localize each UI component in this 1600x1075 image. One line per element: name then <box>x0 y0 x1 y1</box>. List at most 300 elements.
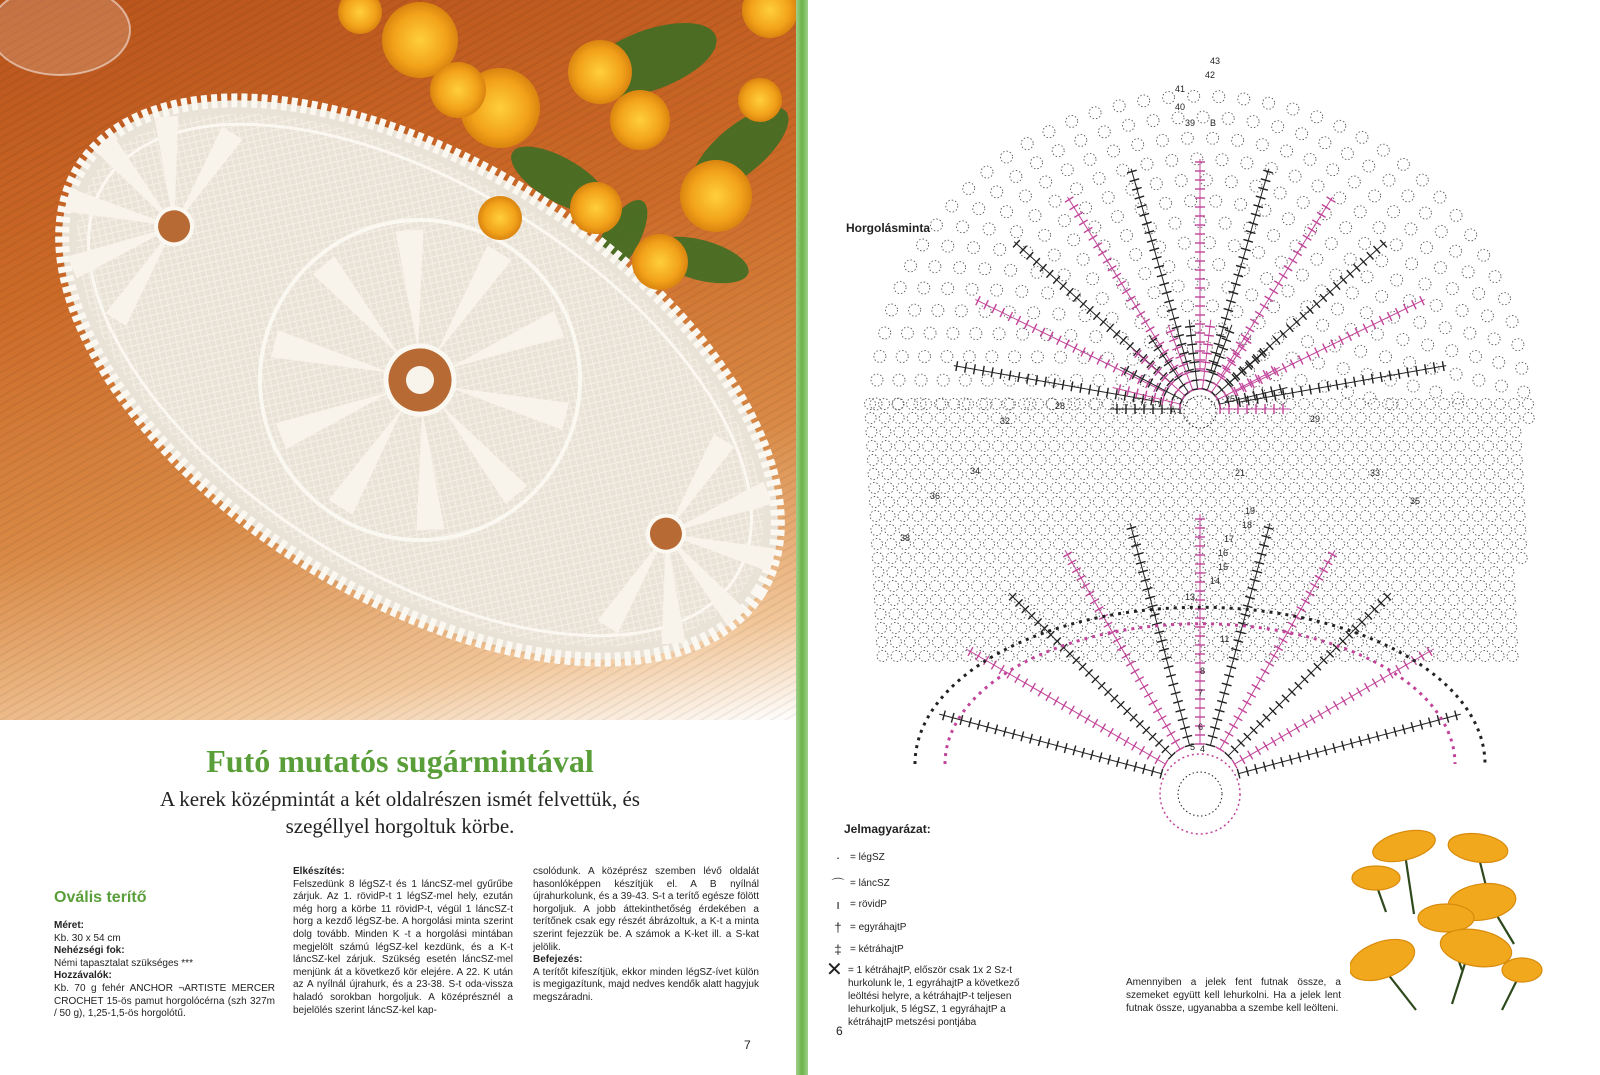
chain-loop <box>1399 455 1410 466</box>
chain-loop <box>974 623 985 634</box>
chain-loop <box>1215 413 1226 424</box>
chain-loop <box>1482 427 1493 438</box>
chain-loop <box>941 525 952 536</box>
chain-loop <box>918 282 930 294</box>
chain-loop <box>1506 623 1517 634</box>
row-number: 14 <box>1210 576 1221 586</box>
chain-loop <box>1203 237 1215 249</box>
chain-loop <box>1403 525 1414 536</box>
chain-loop <box>1317 319 1329 331</box>
chain-loop <box>1295 374 1307 386</box>
chain-loop <box>1023 497 1034 508</box>
chain-loop <box>1098 595 1109 606</box>
chain-loop <box>992 427 1003 438</box>
chain-loop <box>1469 441 1480 452</box>
chain-loop <box>1339 651 1350 662</box>
chain-loop <box>1089 107 1101 119</box>
chain-loop <box>935 413 946 424</box>
chain-loop <box>1096 293 1108 305</box>
chain-loop <box>888 595 899 606</box>
chain-loop <box>911 483 922 494</box>
chain-loop <box>1274 469 1285 480</box>
chain-loop <box>1369 413 1380 424</box>
chain-loop <box>993 441 1004 452</box>
chain-loop <box>1112 581 1123 592</box>
chain-loop <box>943 567 954 578</box>
chain-loop <box>932 305 944 317</box>
instructions-column-2 <box>533 866 759 1005</box>
chain-loop <box>1096 539 1107 550</box>
chain-loop <box>1327 413 1338 424</box>
chain-loop <box>1166 154 1178 166</box>
chain-loop <box>1082 539 1093 550</box>
chain-loop <box>1448 581 1459 592</box>
chain-loop <box>896 351 908 363</box>
chain-loop <box>1311 651 1322 662</box>
chain-loop <box>1272 427 1283 438</box>
chain-loop <box>1236 539 1247 550</box>
chain-loop <box>957 221 969 233</box>
chain-loop <box>1163 483 1174 494</box>
chain-loop <box>1393 609 1404 620</box>
chain-loop <box>1206 511 1217 522</box>
chain-loop <box>1464 623 1475 634</box>
size-label: Méret: <box>54 920 85 931</box>
chain-loop <box>966 283 978 295</box>
stitch-column <box>939 714 1161 774</box>
chain-loop <box>1057 609 1068 620</box>
chain-loop <box>1192 511 1203 522</box>
chain-loop <box>1408 637 1419 648</box>
chain-loop <box>951 455 962 466</box>
chain-loop <box>1108 145 1120 157</box>
chain-loop <box>1009 483 1020 494</box>
chain-loop <box>1027 567 1038 578</box>
chain-loop <box>1026 539 1037 550</box>
row-number: 11 <box>1220 634 1230 644</box>
chain-loop <box>1319 525 1330 536</box>
chain-loop <box>1002 623 1013 634</box>
chain-loop <box>1039 525 1050 536</box>
chain-loop <box>1292 539 1303 550</box>
chain-loop <box>1213 91 1225 103</box>
chain-loop <box>1028 581 1039 592</box>
chain-loop <box>984 539 995 550</box>
chain-loop <box>1344 469 1355 480</box>
chain-loop <box>1478 623 1489 634</box>
chain-loop <box>1310 623 1321 634</box>
chain-loop <box>1106 312 1118 324</box>
chain-loop <box>1441 441 1452 452</box>
chain-loop <box>1261 497 1272 508</box>
chain-loop <box>1341 399 1352 410</box>
chain-loop <box>895 441 906 452</box>
chain-loop <box>1224 581 1235 592</box>
chain-loop <box>1066 511 1077 522</box>
chain-loop <box>887 567 898 578</box>
chain-loop <box>1084 153 1096 165</box>
chain-loop <box>1492 637 1503 648</box>
chain-loop <box>870 511 881 522</box>
chain-loop <box>1163 92 1175 104</box>
chain-loop <box>1028 307 1040 319</box>
chain-loop <box>1179 525 1190 536</box>
chain-loop <box>1470 351 1482 363</box>
chain-loop <box>988 623 999 634</box>
chain-loop <box>1282 213 1294 225</box>
chain-loop <box>1463 609 1474 620</box>
chain-loop <box>1420 595 1431 606</box>
chain-loop <box>1205 497 1216 508</box>
chain-loop <box>1029 210 1041 222</box>
chain-loop <box>916 595 927 606</box>
chain-loop <box>955 305 967 317</box>
chain-loop <box>1341 413 1352 424</box>
chain-loop <box>929 567 940 578</box>
chain-loop <box>1098 126 1110 138</box>
chain-loop <box>1052 145 1064 157</box>
chain-loop <box>1349 567 1360 578</box>
chain-loop <box>1378 581 1389 592</box>
chain-loop <box>1328 427 1339 438</box>
chain-loop <box>1133 441 1144 452</box>
chain-loop <box>1049 195 1061 207</box>
chain-loop <box>1007 455 1018 466</box>
chain-loop <box>960 637 971 648</box>
chain-loop <box>1280 581 1291 592</box>
chain-loop <box>1028 595 1039 606</box>
chain-loop <box>1514 511 1525 522</box>
chain-loop <box>1271 413 1282 424</box>
chain-loop <box>1219 217 1231 229</box>
chain-loop <box>1247 483 1258 494</box>
chain-loop <box>1185 195 1197 207</box>
chain-loop <box>1481 399 1492 410</box>
chain-loop <box>1133 455 1144 466</box>
chain-loop <box>903 609 914 620</box>
chain-loop <box>1078 469 1089 480</box>
legend-item-slip <box>828 874 890 893</box>
chain-loop <box>1159 413 1170 424</box>
chain-loop <box>1232 134 1244 146</box>
chain-loop <box>1189 455 1200 466</box>
chain-loop <box>1434 262 1446 274</box>
chain-loop <box>914 553 925 564</box>
chain-loop <box>1055 351 1067 363</box>
chain-loop <box>1169 217 1181 229</box>
chain-loop <box>1405 567 1416 578</box>
chain-loop <box>1450 623 1461 634</box>
chain-loop <box>1376 255 1388 267</box>
chain-loop <box>1462 595 1473 606</box>
chain-loop <box>1122 119 1134 131</box>
chain-loop <box>1094 511 1105 522</box>
chain-loop <box>1429 497 1440 508</box>
row-number: 28 <box>1055 401 1066 411</box>
chain-loop <box>1166 553 1177 564</box>
row-number: 39 <box>1185 118 1196 128</box>
chain-loop <box>1259 441 1270 452</box>
chain-loop <box>1506 316 1518 328</box>
chain-loop <box>1053 308 1065 320</box>
chain-loop <box>1154 241 1166 253</box>
chain-loop <box>1063 455 1074 466</box>
chain-loop <box>1275 483 1286 494</box>
row-number: 21 <box>1235 468 1246 478</box>
chain-loop <box>946 200 958 212</box>
chain-loop <box>1452 392 1464 404</box>
chain-loop <box>946 623 957 634</box>
chain-loop <box>1167 567 1178 578</box>
chain-loop <box>1359 483 1370 494</box>
chain-loop <box>1491 609 1502 620</box>
chain-loop <box>1497 455 1508 466</box>
chain-loop <box>1503 567 1514 578</box>
chain-loop <box>1505 609 1516 620</box>
chain-loop <box>1213 651 1224 662</box>
stitch-column <box>1239 714 1461 774</box>
chain-loop <box>1124 553 1135 564</box>
chain-loop <box>1441 455 1452 466</box>
legend-text: = légSZ <box>850 852 885 863</box>
chain-loop <box>1394 637 1405 648</box>
chain-loop <box>1152 553 1163 564</box>
chain-loop <box>1434 595 1445 606</box>
chain-loop <box>1362 539 1373 550</box>
chain-loop <box>1377 567 1388 578</box>
chain-loop <box>1350 581 1361 592</box>
chain-loop <box>1090 427 1101 438</box>
stitch-column <box>1228 593 1391 756</box>
chain-loop <box>1086 637 1097 648</box>
chain-loop <box>1087 273 1099 285</box>
chain-loop <box>1443 497 1454 508</box>
chain-loop <box>1490 581 1501 592</box>
chain-loop <box>1245 441 1256 452</box>
chain-loop <box>1058 623 1069 634</box>
chain-loop <box>1299 413 1310 424</box>
chain-loop <box>1065 483 1076 494</box>
chain-loop <box>954 511 965 522</box>
chain-loop <box>868 469 879 480</box>
chain-loop <box>991 186 1003 198</box>
chain-loop <box>1404 539 1415 550</box>
chain-loop <box>1476 595 1487 606</box>
chain-loop <box>998 539 1009 550</box>
chain-loop <box>941 351 953 363</box>
chain-loop <box>1348 176 1360 188</box>
chain-loop <box>1098 240 1110 252</box>
chain-loop <box>1457 483 1468 494</box>
chain-loop <box>1250 539 1261 550</box>
chain-loop <box>947 651 958 662</box>
chain-loop <box>914 539 925 550</box>
chain-loop <box>1444 511 1455 522</box>
chain-loop <box>1404 357 1416 369</box>
chain-loop <box>1017 328 1029 340</box>
chain-loop <box>867 455 878 466</box>
chain-loop <box>1358 469 1369 480</box>
chain-loop <box>1068 539 1079 550</box>
chain-loop <box>873 567 884 578</box>
chain-loop <box>874 350 886 362</box>
chain-loop <box>1456 469 1467 480</box>
chain-loop <box>1342 386 1354 398</box>
chain-loop <box>1026 553 1037 564</box>
chain-loop <box>988 637 999 648</box>
center-ring <box>1184 396 1216 428</box>
chain-loop <box>1296 269 1308 281</box>
chain-loop <box>1100 637 1111 648</box>
chain-loop <box>1150 511 1161 522</box>
chain-loop <box>871 374 883 386</box>
chain-loop <box>933 651 944 662</box>
chain-loop <box>1054 539 1065 550</box>
chain-loop <box>1425 413 1436 424</box>
chain-loop <box>874 595 885 606</box>
chain-loop <box>1337 609 1348 620</box>
chain-loop <box>902 581 913 592</box>
chain-loop <box>1092 469 1103 480</box>
chain-loop <box>1254 637 1265 648</box>
chain-loop <box>1359 237 1371 249</box>
chain-loop <box>886 304 898 316</box>
chain-loop <box>1317 483 1328 494</box>
chain-loop <box>1442 469 1453 480</box>
chain-loop <box>1039 229 1051 241</box>
chain-loop <box>1147 441 1158 452</box>
chain-loop <box>918 637 929 648</box>
page-number-left: 7 <box>744 1038 751 1052</box>
chain-loop <box>936 398 948 410</box>
chain-loop <box>1077 455 1088 466</box>
chain-loop <box>1476 581 1487 592</box>
chain-loop <box>1426 427 1437 438</box>
prep-text-continued: csolódunk. A középrész szemben lévő oldalát hasonlóképpen készítjük el. A B nyílnál újrahurkolunk, és a 39-43. S-t a terítő egésze fölött horgoljuk. A jobb áttekinthetőség érdekében a terítőnek csak egy részét ábrázoltuk, a K-t a minta szerint fejezzük be. A számok a K-ket ill. a S-kat jelölik. <box>533 866 759 953</box>
chain-loop <box>1111 567 1122 578</box>
chain-loop <box>1389 525 1400 536</box>
chain-loop <box>1486 511 1497 522</box>
chain-loop <box>972 581 983 592</box>
chain-loop <box>1419 567 1430 578</box>
chain-loop <box>1397 158 1409 170</box>
chain-loop <box>1105 441 1116 452</box>
chain-loop <box>1124 539 1135 550</box>
chain-loop <box>1009 497 1020 508</box>
chain-loop <box>879 413 890 424</box>
legend-note <box>826 959 1048 1029</box>
chain-loop <box>1077 253 1089 265</box>
chain-loop <box>1450 245 1462 257</box>
chain-loop <box>1272 121 1284 133</box>
chain-loop <box>1172 280 1184 292</box>
chain-loop <box>1256 139 1268 151</box>
chain-loop <box>1235 198 1247 210</box>
chain-loop <box>967 497 978 508</box>
chain-loop <box>1496 427 1507 438</box>
chain-loop <box>1105 455 1116 466</box>
chain-loop <box>1303 497 1314 508</box>
chain-loop <box>1430 299 1442 311</box>
chain-loop <box>1091 455 1102 466</box>
chain-loop <box>1056 581 1067 592</box>
chain-loop <box>932 623 943 634</box>
chain-loop <box>1344 253 1356 265</box>
chain-loop <box>1351 609 1362 620</box>
chain-loop <box>1078 352 1090 364</box>
chain-loop <box>1230 427 1241 438</box>
chain-loop <box>1162 469 1173 480</box>
chain-loop <box>1474 553 1485 564</box>
chain-loop <box>1322 595 1333 606</box>
chain-loop <box>994 244 1006 256</box>
chain-loop <box>1380 351 1392 363</box>
chain-loop <box>1432 553 1443 564</box>
chain-loop <box>1178 237 1190 249</box>
chain-loop <box>1450 637 1461 648</box>
chain-loop <box>944 595 955 606</box>
chain-loop <box>956 553 967 564</box>
chain-loop <box>1342 427 1353 438</box>
chain-loop <box>1068 234 1080 246</box>
chain-loop <box>1065 497 1076 508</box>
chain-loop <box>1268 637 1279 648</box>
row-number: 13 <box>1185 592 1196 602</box>
chain-loop <box>1175 455 1186 466</box>
legend-note-text: = 1 kétráhajtP, először csak 1x 2 Sz-t hurkolunk le, 1 egyráhajtP a következő leöltési helyre, a kétráhajtP-t teljesen lehurkoljuk, 5 légSZ, 1 egyráhajtP a kétráhajtP metszési pontjába <box>848 965 1020 1028</box>
chain-loop <box>993 455 1004 466</box>
legend-item-treble <box>828 942 904 957</box>
chain-loop <box>1397 413 1408 424</box>
chain-loop <box>1101 651 1112 662</box>
chain-loop <box>1432 539 1443 550</box>
chain-loop <box>1289 483 1300 494</box>
chain-loop <box>1490 595 1501 606</box>
chain-loop <box>896 469 907 480</box>
chain-loop <box>1427 441 1438 452</box>
chain-loop <box>1109 525 1120 536</box>
chain-loop <box>1373 222 1385 234</box>
chain-loop <box>1117 164 1129 176</box>
chain-loop <box>1177 497 1188 508</box>
chain-loop <box>1434 581 1445 592</box>
chain-loop <box>1394 623 1405 634</box>
chain-loop <box>1481 413 1492 424</box>
row-number: 8 <box>1200 666 1206 676</box>
chain-loop <box>1499 483 1510 494</box>
chain-loop <box>1033 413 1044 424</box>
chain-loop <box>983 223 995 235</box>
chain-loop <box>1364 581 1375 592</box>
chain-loop <box>1499 497 1510 508</box>
chain-loop <box>1334 192 1346 204</box>
chain-loop <box>1041 567 1052 578</box>
chain-loop <box>1220 511 1231 522</box>
chain-loop <box>1299 399 1310 410</box>
chain-loop <box>1428 469 1439 480</box>
chain-loop <box>1261 483 1272 494</box>
chart-label: Horgolásminta <box>846 221 931 235</box>
stitch-column <box>1211 169 1269 371</box>
chain-loop <box>1253 317 1265 329</box>
finish-text: A terítőt kifeszítjük, ekkor minden légSZ-ívet külön is megigazítunk, majd nedves kendők alatt hagyjuk megszáradni. <box>533 966 759 1003</box>
headline: Futó mutatós sugármintával <box>206 743 594 779</box>
chain-loop <box>1289 170 1301 182</box>
chain-loop <box>1233 497 1244 508</box>
row-number: 33 <box>1370 468 1381 478</box>
chain-loop <box>1176 469 1187 480</box>
chain-loop <box>1302 336 1314 348</box>
